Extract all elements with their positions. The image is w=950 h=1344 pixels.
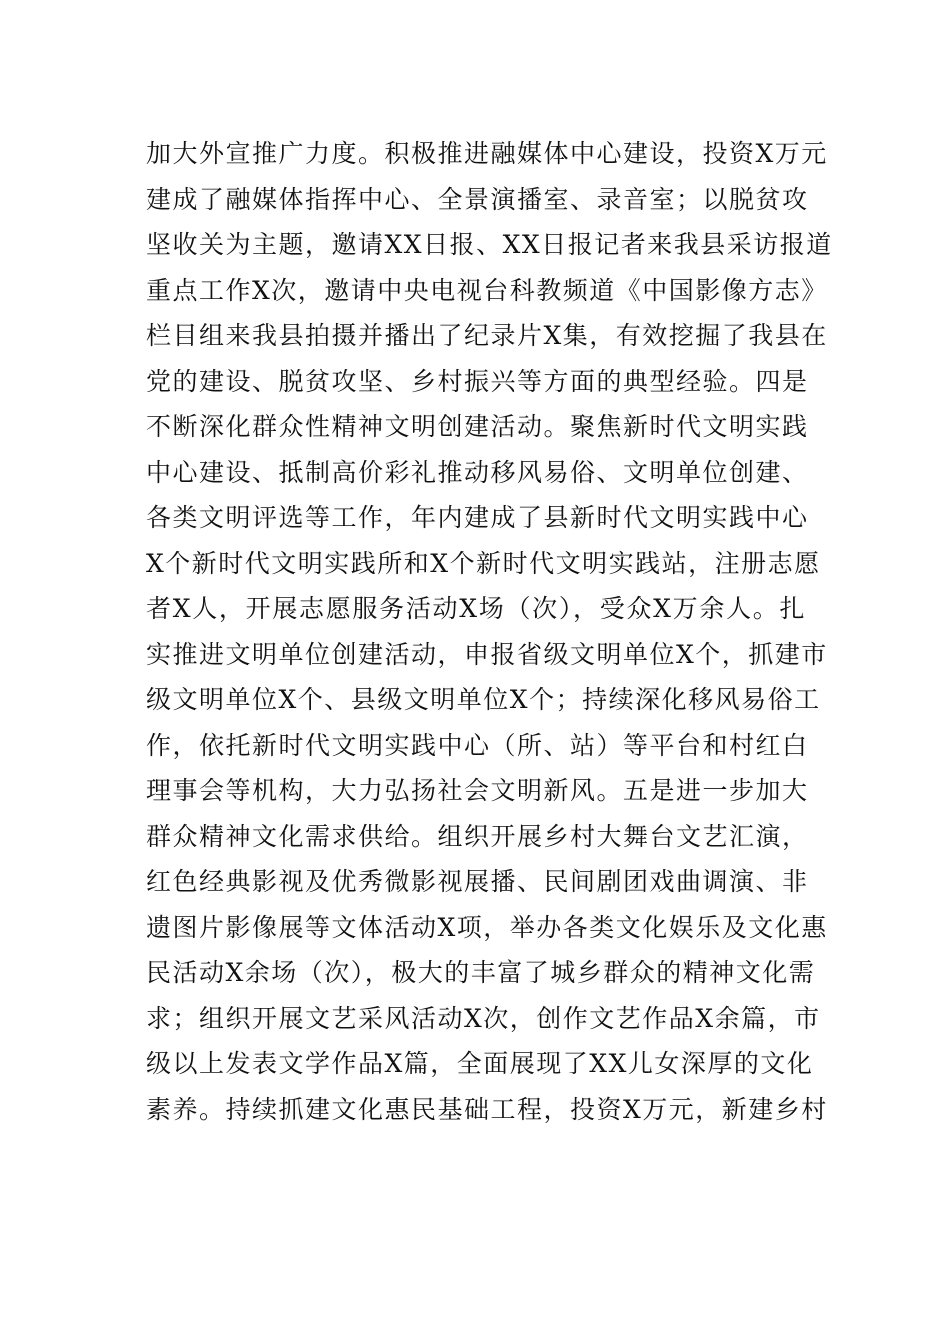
text-line: X个新时代文明实践所和X个新时代文明实践站，注册志愿 <box>146 548 821 578</box>
text-line: 栏目组来我县拍摄并播出了纪录片X集，有效挖掘了我县在 <box>146 321 828 350</box>
text-line: 党的建设、脱贫攻坚、乡村振兴等方面的典型经验。四是 <box>146 366 809 396</box>
body-paragraph <box>146 131 833 1132</box>
text-line: 理事会等机构，大力弘扬社会文明新风。五是进一步加大 <box>146 776 809 805</box>
text-line: 建成了融媒体指挥中心、全景演播室、录音室；以脱贫攻 <box>146 184 809 214</box>
text-line: 不断深化群众性精神文明创建活动。聚焦新时代文明实践 <box>146 412 809 441</box>
text-line: 坚收关为主题，邀请XX日报、XX日报记者来我县采访报道 <box>146 230 833 259</box>
text-line: 群众精神文化需求供给。组织开展乡村大舞台文艺汇演， <box>146 821 809 851</box>
text-line: 红色经典影视及优秀微影视展播、民间剧团戏曲调演、非 <box>146 867 809 896</box>
text-line: 民活动X余场（次），极大的丰富了城乡群众的精神文化需 <box>146 958 816 987</box>
text-line: 级文明单位X个、县级文明单位X个；持续深化移风易俗工 <box>146 685 821 714</box>
text-line: 遗图片影像展等文体活动X项，举办各类文化娱乐及文化惠 <box>146 912 828 942</box>
text-line: 级以上发表文学作品X篇，全面展现了XX儿女深厚的文化 <box>146 1049 814 1078</box>
text-line: 者X人，开展志愿服务活动X场（次），受众X万余人。扎 <box>146 594 806 623</box>
text-line: 求；组织开展文艺采风活动X次，创作文艺作品X余篇，市 <box>146 1003 821 1033</box>
text-line: 各类文明评选等工作，年内建成了县新时代文明实践中心 <box>146 503 809 532</box>
text-line: 中心建设、抵制高价彩礼推动移风易俗、文明单位创建、 <box>146 457 809 487</box>
text-line: 重点工作X次，邀请中央电视台科教频道《中国影像方志》 <box>146 275 828 305</box>
text-line: 素养。持续抓建文化惠民基础工程，投资X万元，新建乡村 <box>146 1094 828 1124</box>
text-line: 作，依托新时代文明实践中心（所、站）等平台和村红白 <box>146 730 809 760</box>
text-line: 加大外宣推广力度。积极推进融媒体中心建设，投资X万元 <box>146 139 828 168</box>
text-line: 实推进文明单位创建活动，申报省级文明单位X个，抓建市 <box>146 639 828 669</box>
